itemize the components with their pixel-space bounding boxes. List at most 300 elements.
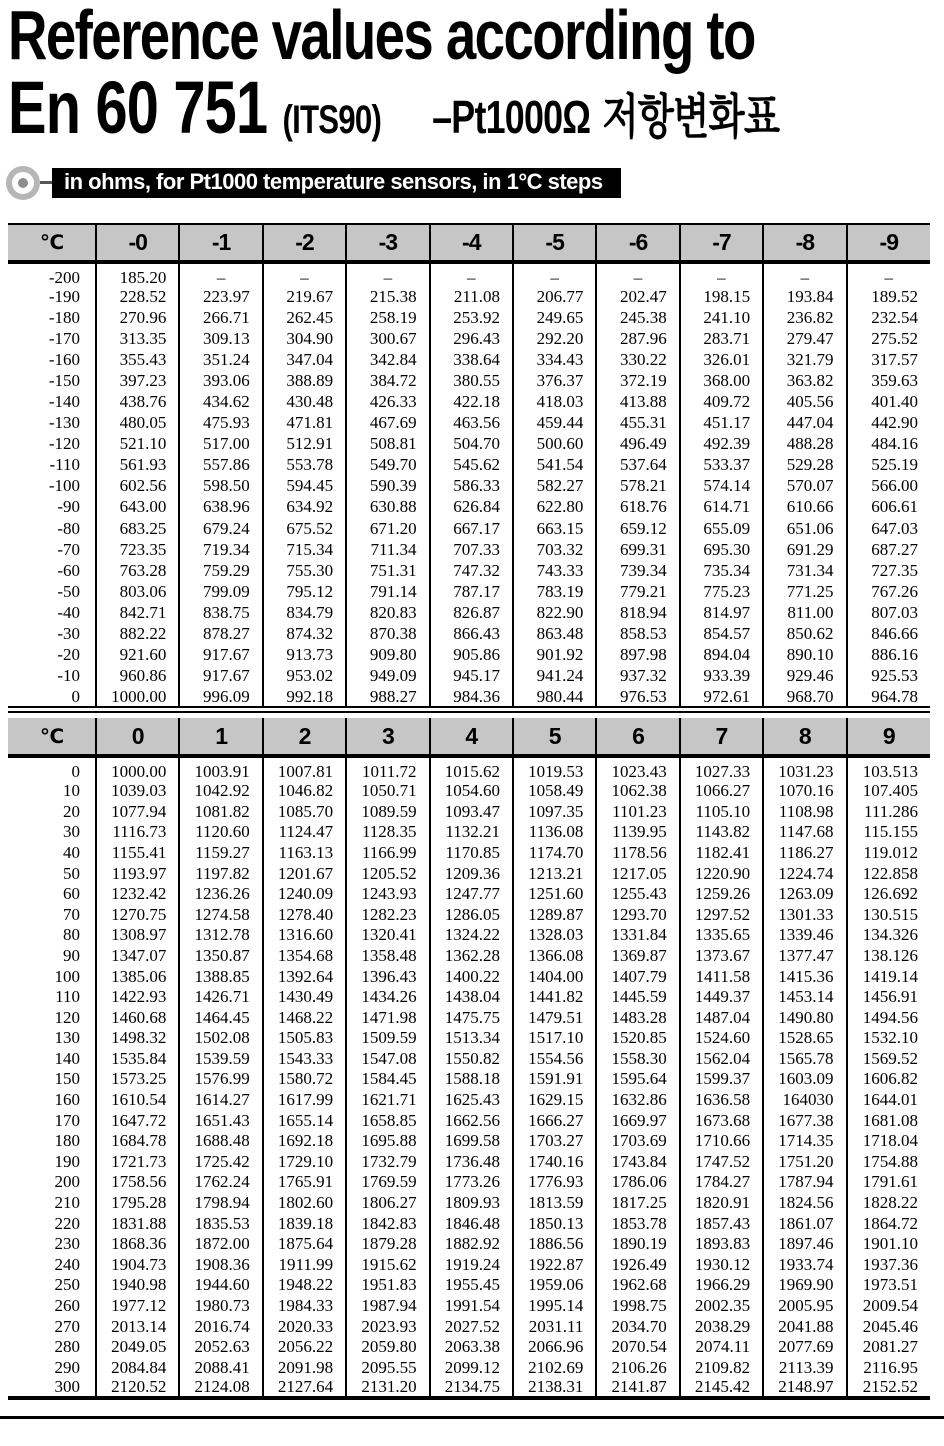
resistance-cell: 1205.52 xyxy=(346,863,429,884)
temperature-cell: 190 xyxy=(54,1151,80,1171)
resistance-cell: 897.98 xyxy=(596,644,679,665)
table-row xyxy=(8,1069,930,1090)
resistance-cell: 1139.95 xyxy=(596,822,679,843)
resistance-cell: 2023.93 xyxy=(346,1316,429,1337)
resistance-cell: 1293.70 xyxy=(596,904,679,925)
resistance-cell: 484.16 xyxy=(847,433,930,454)
resistance-cell: 574.14 xyxy=(680,475,763,496)
resistance-cell: 759.29 xyxy=(179,560,262,581)
resistance-cell: 1684.78 xyxy=(96,1130,179,1151)
digit-header-cell: -6 xyxy=(596,224,679,262)
resistance-cell: 1116.73 xyxy=(96,822,179,843)
resistance-cell: 1926.49 xyxy=(596,1254,679,1275)
temperature-scale: (ITS90) xyxy=(282,97,382,142)
resistance-cell: 1632.86 xyxy=(596,1089,679,1110)
resistance-cell: 1951.83 xyxy=(346,1275,429,1296)
resistance-cell: 921.60 xyxy=(96,644,179,665)
resistance-cell: 1802.60 xyxy=(263,1192,346,1213)
resistance-cell: 594.45 xyxy=(263,475,346,496)
resistance-cell: 521.10 xyxy=(96,433,179,454)
resistance-cell: 1904.73 xyxy=(96,1254,179,1275)
resistance-cell: 1576.99 xyxy=(179,1069,262,1090)
resistance-cell: 1911.99 xyxy=(263,1254,346,1275)
resistance-cell: 1445.59 xyxy=(596,986,679,1007)
resistance-cell: 1255.43 xyxy=(596,883,679,904)
temperature-cell: 230 xyxy=(54,1234,80,1254)
temperature-cell: 180 xyxy=(54,1131,80,1151)
resistance-cell: 1809.93 xyxy=(430,1192,513,1213)
resistance-cell: 1658.85 xyxy=(346,1110,429,1131)
temperature-cell: 90 xyxy=(63,945,80,965)
resistance-cell: 262.45 xyxy=(263,307,346,328)
divider-rule xyxy=(8,711,930,713)
resistance-cell: 1422.93 xyxy=(96,986,179,1007)
resistance-cell: 1647.72 xyxy=(96,1110,179,1131)
resistance-cell: 500.60 xyxy=(513,433,596,454)
resistance-cell: 2013.14 xyxy=(96,1316,179,1337)
resistance-cell: 1000.00 xyxy=(96,756,179,780)
resistance-cell: 1977.12 xyxy=(96,1295,179,1316)
negative-temps-table xyxy=(8,223,930,709)
resistance-cell: 1054.60 xyxy=(430,780,513,801)
resistance-cell: 779.21 xyxy=(596,581,679,602)
korean-subtitle: 저항변화표 xyxy=(602,90,780,144)
resistance-cell: 1170.85 xyxy=(430,842,513,863)
resistance-cell: 1795.28 xyxy=(96,1192,179,1213)
resistance-cell: 1369.87 xyxy=(596,945,679,966)
resistance-cell: 2045.46 xyxy=(847,1316,930,1337)
resistance-cell: 1449.37 xyxy=(680,986,763,1007)
resistance-cell: 292.20 xyxy=(513,328,596,349)
resistance-cell: 1328.03 xyxy=(513,925,596,946)
table-row xyxy=(8,822,930,843)
digit-header-cell: -2 xyxy=(263,224,346,262)
resistance-cell: 1930.12 xyxy=(680,1254,763,1275)
resistance-cell: 925.53 xyxy=(847,665,930,686)
resistance-cell: 393.06 xyxy=(179,370,262,391)
resistance-cell: 384.72 xyxy=(346,370,429,391)
resistance-cell: 578.21 xyxy=(596,475,679,496)
resistance-cell: 1532.10 xyxy=(847,1028,930,1049)
temperature-cell: 70 xyxy=(63,904,80,924)
resistance-cell: 1940.98 xyxy=(96,1275,179,1296)
resistance-cell: 659.12 xyxy=(596,518,679,539)
resistance-cell: 1629.15 xyxy=(513,1089,596,1110)
resistance-cell: 1853.78 xyxy=(596,1213,679,1234)
digit-header-cell: -0 xyxy=(96,224,179,262)
resistance-cell: 2116.95 xyxy=(847,1357,930,1378)
resistance-cell: 850.62 xyxy=(763,623,846,644)
resistance-cell: 1614.27 xyxy=(179,1089,262,1110)
resistance-cell: 1599.37 xyxy=(680,1069,763,1090)
resistance-cell: 1948.22 xyxy=(263,1275,346,1296)
temperature-cell: -120 xyxy=(48,434,80,454)
resistance-cell: 1588.18 xyxy=(430,1069,513,1090)
resistance-cell: 1163.13 xyxy=(263,842,346,863)
table-row xyxy=(8,349,930,370)
temperature-cell: 250 xyxy=(54,1275,80,1295)
resistance-cell: 614.71 xyxy=(680,496,763,517)
resistance-cell: 634.92 xyxy=(263,496,346,517)
table-row xyxy=(8,780,930,801)
resistance-cell: 1178.56 xyxy=(596,842,679,863)
resistance-cell: 372.19 xyxy=(596,370,679,391)
resistance-cell: 1591.91 xyxy=(513,1069,596,1090)
units-banner: in ohms, for Pt1000 temperature sensors, in 1°C steps xyxy=(52,168,621,198)
temperature-cell: 280 xyxy=(54,1337,80,1357)
resistance-cell: 2034.70 xyxy=(596,1316,679,1337)
resistance-cell: 960.86 xyxy=(96,665,179,686)
resistance-cell: 775.23 xyxy=(680,581,763,602)
resistance-cell: 2134.75 xyxy=(430,1378,513,1399)
resistance-cell: 193.84 xyxy=(763,286,846,307)
table-row xyxy=(8,370,930,391)
resistance-cell: 1377.47 xyxy=(763,945,846,966)
temperature-cell: 260 xyxy=(54,1296,80,1316)
resistance-cell: 1274.58 xyxy=(179,904,262,925)
resistance-cell: 1603.09 xyxy=(763,1069,846,1090)
resistance-cell: 442.90 xyxy=(847,412,930,433)
resistance-cell: 866.43 xyxy=(430,623,513,644)
resistance-cell: 838.75 xyxy=(179,602,262,623)
resistance-cell: – xyxy=(513,262,596,286)
table-row xyxy=(8,454,930,475)
resistance-cell: 822.90 xyxy=(513,602,596,623)
resistance-cell: 1062.38 xyxy=(596,780,679,801)
resistance-cell: 1460.68 xyxy=(96,1007,179,1028)
resistance-cell: 296.43 xyxy=(430,328,513,349)
table-row xyxy=(8,412,930,433)
resistance-cell: 691.29 xyxy=(763,539,846,560)
temperature-cell: -70 xyxy=(57,539,80,559)
resistance-cell: 1584.45 xyxy=(346,1069,429,1090)
resistance-cell: 1308.97 xyxy=(96,925,179,946)
resistance-cell: 1743.84 xyxy=(596,1151,679,1172)
resistance-cell: 1528.65 xyxy=(763,1028,846,1049)
resistance-cell: 1703.27 xyxy=(513,1130,596,1151)
resistance-cell: 488.28 xyxy=(763,433,846,454)
resistance-cell: 1213.21 xyxy=(513,863,596,884)
resistance-cell: 834.79 xyxy=(263,602,346,623)
resistance-cell: 363.82 xyxy=(763,370,846,391)
resistance-cell: 647.03 xyxy=(847,518,930,539)
resistance-cell: 980.44 xyxy=(513,686,596,707)
resistance-cell: 317.57 xyxy=(847,349,930,370)
resistance-cell: 933.39 xyxy=(680,665,763,686)
resistance-cell: 2106.26 xyxy=(596,1357,679,1378)
temperature-cell: 170 xyxy=(54,1110,80,1130)
resistance-cell: 586.33 xyxy=(430,475,513,496)
resistance-cell: 1426.71 xyxy=(179,986,262,1007)
resistance-cell: – xyxy=(680,262,763,286)
resistance-cell: 913.73 xyxy=(263,644,346,665)
resistance-cell: 2120.52 xyxy=(96,1378,179,1399)
resistance-cell: 215.38 xyxy=(346,286,429,307)
resistance-cell: 711.34 xyxy=(346,539,429,560)
resistance-cell: 675.52 xyxy=(263,518,346,539)
table-row xyxy=(8,1130,930,1151)
resistance-cell: 1786.06 xyxy=(596,1172,679,1193)
resistance-cell: 1282.23 xyxy=(346,904,429,925)
temperature-cell: 300 xyxy=(54,1377,80,1397)
positive-temps-table xyxy=(8,718,930,1400)
resistance-cell: 858.53 xyxy=(596,623,679,644)
resistance-cell: 525.19 xyxy=(847,454,930,475)
resistance-cell: 1259.26 xyxy=(680,883,763,904)
resistance-cell: 553.78 xyxy=(263,454,346,475)
resistance-cell: 941.24 xyxy=(513,665,596,686)
resistance-cell: 863.48 xyxy=(513,623,596,644)
resistance-cell: 326.01 xyxy=(680,349,763,370)
resistance-cell: 1569.52 xyxy=(847,1048,930,1069)
resistance-cell: 1031.23 xyxy=(763,756,846,780)
resistance-cell: 937.32 xyxy=(596,665,679,686)
table-row xyxy=(8,1316,930,1337)
resistance-cell: 755.30 xyxy=(263,560,346,581)
temperature-cell: -80 xyxy=(57,518,80,538)
positive-table-header-row xyxy=(8,718,930,756)
digit-header-cell: -8 xyxy=(763,224,846,262)
resistance-cell: 1316.60 xyxy=(263,925,346,946)
resistance-cell: 1505.83 xyxy=(263,1028,346,1049)
resistance-cell: 787.17 xyxy=(430,581,513,602)
resistance-cell: 1651.43 xyxy=(179,1110,262,1131)
resistance-cell: 2141.87 xyxy=(596,1378,679,1399)
resistance-cell: 1407.79 xyxy=(596,966,679,987)
resistance-cell: 1042.92 xyxy=(179,780,262,801)
resistance-cell: 1882.92 xyxy=(430,1233,513,1254)
resistance-cell: 842.71 xyxy=(96,602,179,623)
table-row xyxy=(8,842,930,863)
resistance-cell: 1987.94 xyxy=(346,1295,429,1316)
resistance-cell: 236.82 xyxy=(763,307,846,328)
resistance-cell: 1732.79 xyxy=(346,1151,429,1172)
table-row xyxy=(8,1151,930,1172)
resistance-cell: 2063.38 xyxy=(430,1336,513,1357)
resistance-cell: 1655.14 xyxy=(263,1110,346,1131)
table-row xyxy=(8,1336,930,1357)
resistance-cell: 1392.64 xyxy=(263,966,346,987)
resistance-cell: 651.06 xyxy=(763,518,846,539)
resistance-cell: 655.09 xyxy=(680,518,763,539)
resistance-cell: 992.18 xyxy=(263,686,346,707)
resistance-cell: 275.52 xyxy=(847,328,930,349)
temperature-cell: 140 xyxy=(54,1048,80,1068)
resistance-cell: – xyxy=(763,262,846,286)
temperature-cell: 150 xyxy=(54,1069,80,1089)
resistance-cell: 1093.47 xyxy=(430,801,513,822)
resistance-cell: 1312.78 xyxy=(179,925,262,946)
temperature-cell: -10 xyxy=(57,666,80,686)
resistance-cell: 1908.36 xyxy=(179,1254,262,1275)
temperature-cell: 210 xyxy=(54,1193,80,1213)
temperature-cell: -180 xyxy=(48,307,80,327)
resistance-cell: 2059.80 xyxy=(346,1336,429,1357)
resistance-cell: 1415.36 xyxy=(763,966,846,987)
resistance-cell: 1962.68 xyxy=(596,1275,679,1296)
resistance-cell: 334.43 xyxy=(513,349,596,370)
resistance-cell: 2031.11 xyxy=(513,1316,596,1337)
resistance-cell: 1562.04 xyxy=(680,1048,763,1069)
resistance-cell: 279.47 xyxy=(763,328,846,349)
temperature-cell: 20 xyxy=(63,801,80,821)
resistance-cell: 929.46 xyxy=(763,665,846,686)
resistance-cell: 1077.94 xyxy=(96,801,179,822)
resistance-cell: 1243.93 xyxy=(346,883,429,904)
resistance-cell: 739.34 xyxy=(596,560,679,581)
temperature-cell: 100 xyxy=(54,966,80,986)
resistance-cell: 447.04 xyxy=(763,412,846,433)
resistance-cell: 492.39 xyxy=(680,433,763,454)
resistance-cell: 1498.32 xyxy=(96,1028,179,1049)
table-row xyxy=(8,1007,930,1028)
digit-header-cell: 7 xyxy=(680,718,763,756)
resistance-cell: 557.86 xyxy=(179,454,262,475)
resistance-cell: 663.15 xyxy=(513,518,596,539)
resistance-cell: 270.96 xyxy=(96,307,179,328)
resistance-cell: 1015.62 xyxy=(430,756,513,780)
resistance-cell: 886.16 xyxy=(847,644,930,665)
resistance-cell: – xyxy=(263,262,346,286)
resistance-cell: 1143.82 xyxy=(680,822,763,843)
resistance-cell: 1513.34 xyxy=(430,1028,513,1049)
resistance-cell: 707.33 xyxy=(430,539,513,560)
resistance-cell: 138.126 xyxy=(847,945,930,966)
temperature-cell: 40 xyxy=(63,842,80,862)
table-row xyxy=(8,665,930,686)
resistance-cell: 2145.42 xyxy=(680,1378,763,1399)
temperature-cell: -150 xyxy=(48,370,80,390)
table-row xyxy=(8,1357,930,1378)
resistance-cell: 418.03 xyxy=(513,391,596,412)
resistance-cell: 1209.36 xyxy=(430,863,513,884)
resistance-cell: 1573.25 xyxy=(96,1069,179,1090)
resistance-cell: 1301.33 xyxy=(763,904,846,925)
resistance-cell: 820.83 xyxy=(346,602,429,623)
resistance-cell: 258.19 xyxy=(346,307,429,328)
table-row xyxy=(8,391,930,412)
resistance-cell: 791.14 xyxy=(346,581,429,602)
resistance-cell: 1547.08 xyxy=(346,1048,429,1069)
resistance-cell: 451.17 xyxy=(680,412,763,433)
temperature-cell: -100 xyxy=(48,476,80,496)
resistance-cell: 1350.87 xyxy=(179,945,262,966)
temperature-cell: 0 xyxy=(71,762,80,782)
resistance-cell: 1915.62 xyxy=(346,1254,429,1275)
resistance-cell: 878.27 xyxy=(179,623,262,644)
temperature-cell: 240 xyxy=(54,1254,80,1274)
resistance-cell: 1419.14 xyxy=(847,966,930,987)
resistance-cell: 313.35 xyxy=(96,328,179,349)
resistance-cell: 818.94 xyxy=(596,602,679,623)
resistance-cell: 1681.08 xyxy=(847,1110,930,1131)
page-title-line2 xyxy=(8,65,780,149)
resistance-cell: 2077.69 xyxy=(763,1336,846,1357)
temperature-cell: 60 xyxy=(63,884,80,904)
resistance-cell: 1453.14 xyxy=(763,986,846,1007)
resistance-cell: 2148.97 xyxy=(763,1378,846,1399)
resistance-cell: 1193.97 xyxy=(96,863,179,884)
resistance-cell: 1400.22 xyxy=(430,966,513,987)
resistance-cell: 2088.41 xyxy=(179,1357,262,1378)
resistance-cell: 799.09 xyxy=(179,581,262,602)
resistance-cell: 1769.59 xyxy=(346,1172,429,1193)
resistance-cell: 126.692 xyxy=(847,883,930,904)
resistance-cell: 2113.39 xyxy=(763,1357,846,1378)
resistance-cell: 2005.95 xyxy=(763,1295,846,1316)
digit-header-cell: 2 xyxy=(263,718,346,756)
resistance-cell: 1494.56 xyxy=(847,1007,930,1028)
temperature-cell: 220 xyxy=(54,1213,80,1233)
resistance-cell: 719.34 xyxy=(179,539,262,560)
resistance-cell: 287.96 xyxy=(596,328,679,349)
resistance-cell: 1066.27 xyxy=(680,780,763,801)
resistance-cell: 2102.69 xyxy=(513,1357,596,1378)
resistance-cell: 731.34 xyxy=(763,560,846,581)
resistance-cell: 699.31 xyxy=(596,539,679,560)
resistance-cell: 1404.00 xyxy=(513,966,596,987)
table-row xyxy=(8,1028,930,1049)
unit-header-cell: ℃ xyxy=(8,718,96,756)
negative-table-header-row xyxy=(8,224,930,262)
resistance-cell: 1217.05 xyxy=(596,863,679,884)
resistance-cell: 1483.28 xyxy=(596,1007,679,1028)
resistance-cell: 321.79 xyxy=(763,349,846,370)
resistance-cell: 533.37 xyxy=(680,454,763,475)
resistance-cell: 1251.60 xyxy=(513,883,596,904)
resistance-cell: 347.04 xyxy=(263,349,346,370)
resistance-cell: 397.23 xyxy=(96,370,179,391)
resistance-cell: 1159.27 xyxy=(179,842,262,863)
digit-header-cell: 4 xyxy=(430,718,513,756)
resistance-cell: 1224.74 xyxy=(763,863,846,884)
temperature-cell: 270 xyxy=(54,1316,80,1336)
resistance-cell: 517.00 xyxy=(179,433,262,454)
resistance-cell: 2016.74 xyxy=(179,1316,262,1337)
resistance-cell: 368.00 xyxy=(680,370,763,391)
resistance-cell: 667.17 xyxy=(430,518,513,539)
resistance-cell: 814.97 xyxy=(680,602,763,623)
resistance-cell: 202.47 xyxy=(596,286,679,307)
resistance-cell: 1595.64 xyxy=(596,1069,679,1090)
resistance-cell: 1050.71 xyxy=(346,780,429,801)
resistance-cell: 638.96 xyxy=(179,496,262,517)
resistance-cell: 1831.88 xyxy=(96,1213,179,1234)
resistance-cell: 1677.38 xyxy=(763,1110,846,1131)
resistance-cell: – xyxy=(847,262,930,286)
resistance-cell: 1236.26 xyxy=(179,883,262,904)
resistance-cell: 130.515 xyxy=(847,904,930,925)
resistance-cell: 1535.84 xyxy=(96,1048,179,1069)
resistance-cell: 309.13 xyxy=(179,328,262,349)
resistance-cell: 671.20 xyxy=(346,518,429,539)
temperature-cell: -50 xyxy=(57,581,80,601)
resistance-cell: 2027.52 xyxy=(430,1316,513,1337)
temperature-cell: 10 xyxy=(63,781,80,801)
resistance-cell: 687.27 xyxy=(847,539,930,560)
resistance-cell: 1186.27 xyxy=(763,842,846,863)
resistance-cell: 610.66 xyxy=(763,496,846,517)
resistance-cell: 1324.22 xyxy=(430,925,513,946)
resistance-cell: 480.05 xyxy=(96,412,179,433)
resistance-cell: 2038.29 xyxy=(680,1316,763,1337)
table-row xyxy=(8,883,930,904)
resistance-cell: 1097.35 xyxy=(513,801,596,822)
resistance-cell: 1263.09 xyxy=(763,883,846,904)
temperature-cell: 290 xyxy=(54,1357,80,1377)
resistance-cell: 1729.10 xyxy=(263,1151,346,1172)
digit-header-cell: 9 xyxy=(847,718,930,756)
